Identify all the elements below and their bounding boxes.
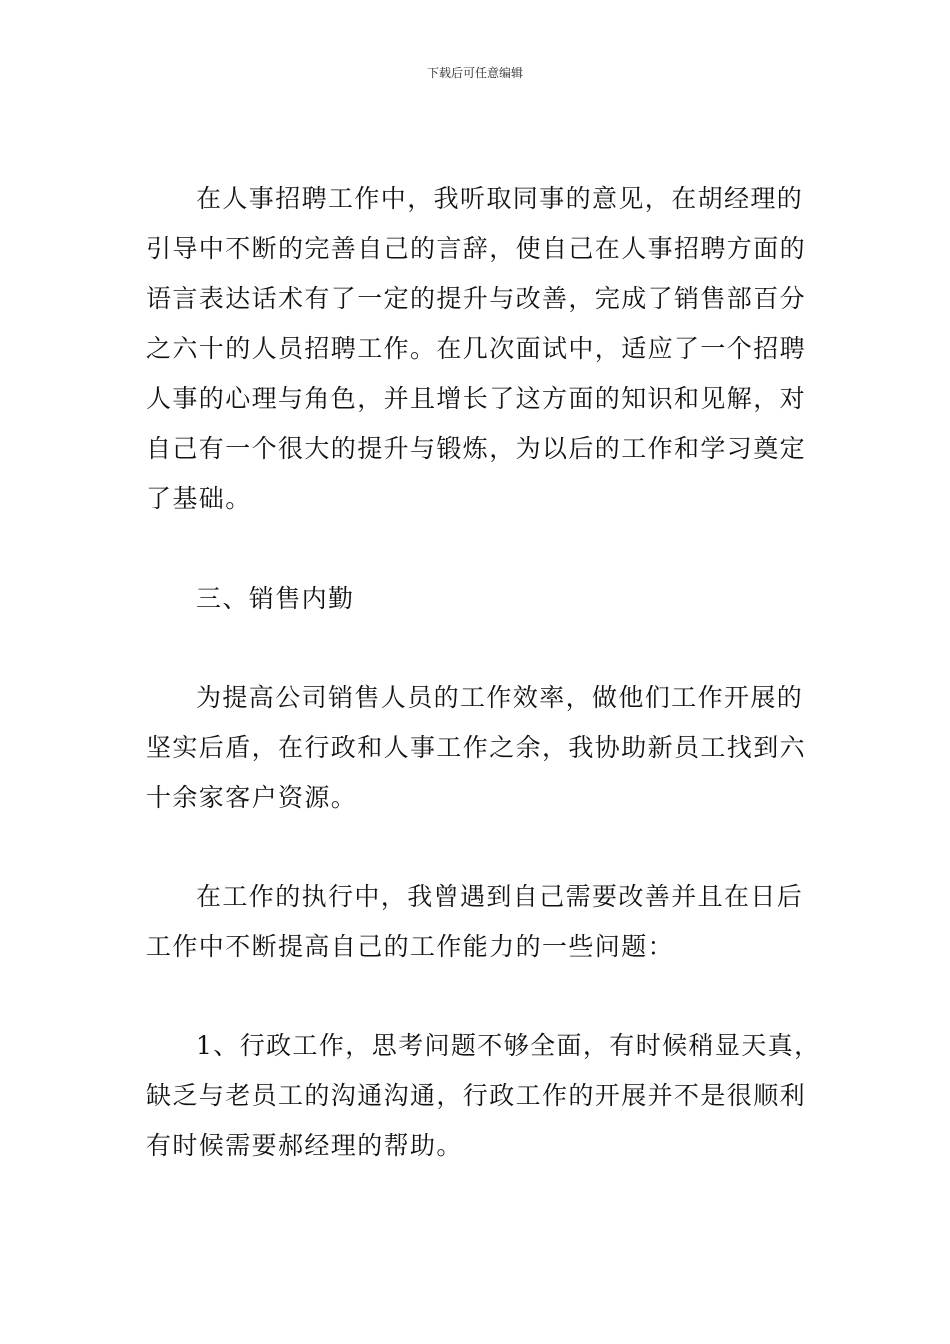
- paragraph-5-line-2: 缺乏与老员工的沟通沟通，行政工作的开展并不是很顺利: [146, 1081, 807, 1110]
- paragraph-1-line-7: 了基础。: [146, 484, 252, 513]
- paragraph-4-line-1: 在工作的执行中，我曾遇到自己需要改善并且在日后: [196, 882, 804, 911]
- paragraph-1-line-1: 在人事招聘工作中，我听取同事的意见，在胡经理的: [196, 184, 804, 213]
- paragraph-3-line-2: 坚实后盾，在行政和人事工作之余，我协助新员工找到六: [146, 733, 807, 762]
- paragraph-3-line-1: 为提高公司销售人员的工作效率，做他们工作开展的: [196, 683, 804, 712]
- page-header: 下载后可任意编辑: [426, 66, 523, 80]
- paragraph-1-line-2: 引导中不断的完善自己的言辞，使自己在人事招聘方面的: [146, 234, 807, 263]
- paragraph-1-line-6: 自己有一个很大的提升与锻炼，为以后的工作和学习奠定: [146, 434, 807, 463]
- paragraph-3-line-3: 十余家客户资源。: [146, 783, 358, 812]
- paragraph-1-line-3: 语言表达话术有了一定的提升与改善，完成了销售部百分: [146, 284, 807, 313]
- paragraph-5-line-1: 1、行政工作，思考问题不够全面，有时候稍显天真，: [196, 1031, 821, 1060]
- paragraph-5-line-3: 有时候需要郝经理的帮助。: [146, 1131, 463, 1160]
- paragraph-4-line-2: 工作中不断提高自己的工作能力的一些问题：: [146, 932, 675, 961]
- paragraph-1-line-5: 人事的心理与角色，并且增长了这方面的知识和见解，对: [146, 384, 807, 413]
- section-heading: 三、销售内勤: [196, 584, 355, 613]
- paragraph-1-line-4: 之六十的人员招聘工作。在几次面试中，适应了一个招聘: [146, 334, 807, 363]
